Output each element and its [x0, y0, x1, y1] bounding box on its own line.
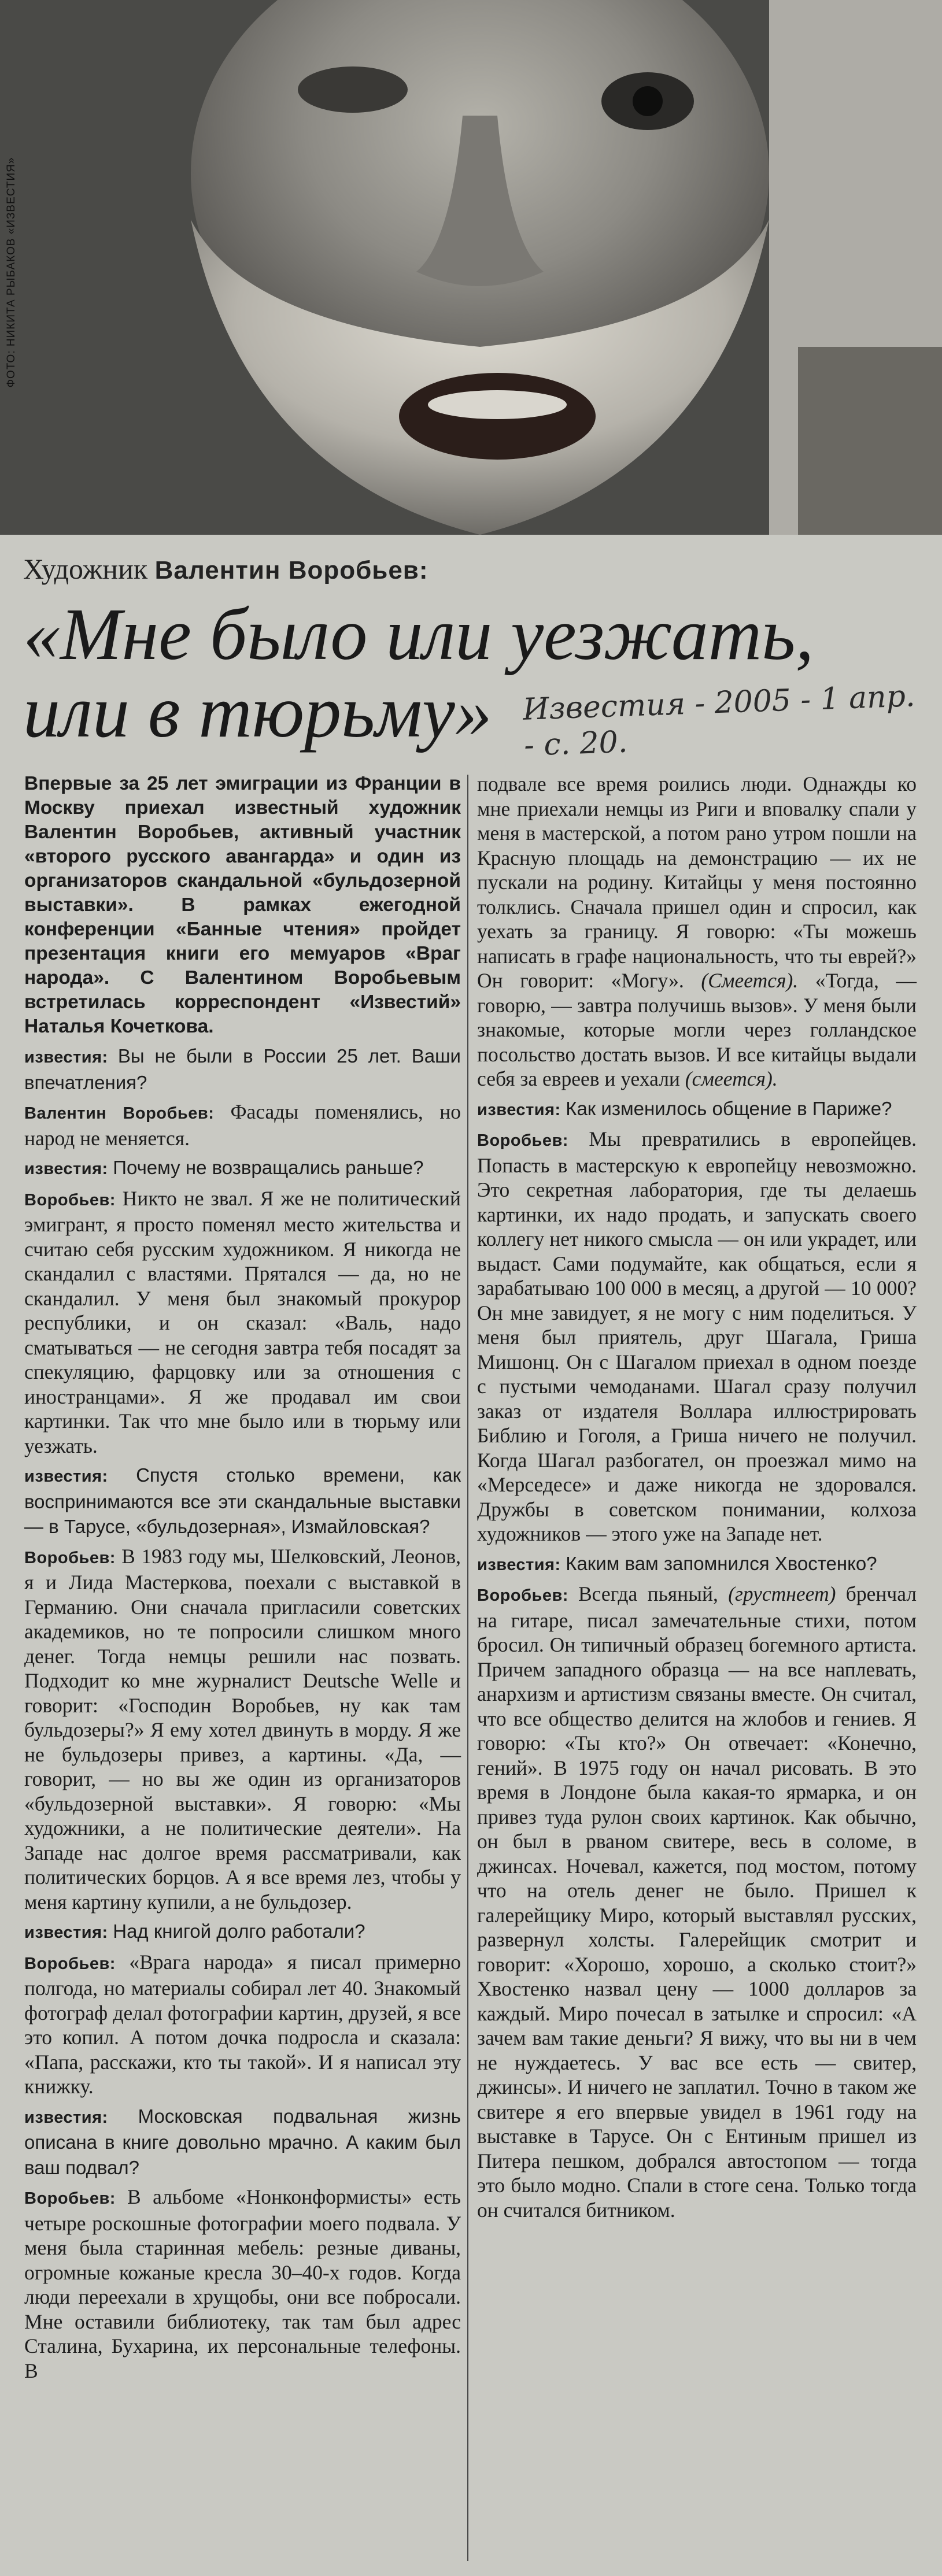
paragraph-text: подвале все время роились люди. Однажды ко мне приехали немцы из Риги и вповалку спали у меня в мастерской, а потом рано утром пошли на Красную площадь на демонстрацию — их не пускали на родину. Китайцы у меня постоянно толклись. Сначала пришел один и спросил, как уехать за границу. Я говорю: «Ты можешь написать в графе национальность, что ты еврей?» Он говорит: «Могу».: [477, 772, 917, 992]
speaker-label: Валентин Воробьев:: [24, 1104, 231, 1123]
interview-paragraph: [477, 1551, 917, 1578]
stage-direction: (Смеется).: [701, 969, 815, 992]
paragraph-text: Всегда пьяный,: [578, 1582, 729, 1605]
speaker-label: Воробьев:: [24, 1190, 123, 1209]
paragraph-text: Каким вам запомнился Хвостенко?: [566, 1552, 877, 1574]
speaker-label: известия:: [24, 1467, 136, 1486]
paragraph-text: Спустя столько времени, как воспринимаются все эти скандальные выставки — в Тарусе, «бульдозерная», Измайловская?: [24, 1464, 461, 1537]
kicker-prefix: Художник: [23, 553, 148, 585]
interview-paragraph: [24, 1186, 461, 1459]
speaker-label: известия:: [24, 1160, 113, 1178]
paragraph-text: В альбоме «Нонконформисты» есть четыре роскошные фотографии моего подвала. У меня была старинная мебель: резные диваны, огромные кожаные кресла 30–40-х годов. Когда люди переехали в хрущобы, они все побросали. Мне оставили библиотеку, так там был адрес Сталина, Бухарина, их персональные телефоны. В: [24, 2185, 461, 2382]
stage-direction: (грустнеет): [728, 1582, 846, 1605]
interview-paragraph: [477, 1096, 917, 1123]
paragraph-text: Мы превратились в европейцев. Попасть в мастерскую к европейцу невозможно. Это секретная лаборатория, где ты делаешь картинки, их надо продать, и запускать своего коллегу нет никого смысла — он или украдет, или выдаст. Сами подумайте, как общаться, если я зарабатываю 100 000 в месяц, а другой — 10 000? Он мне завидует, я не могу с ним поделиться. У меня был приятель, друг Шагала, Гриша Мишонц. Он с Шагалом приехал в одном поезде с пустыми чемоданами. Шагал сразу получил заказ от издателя Воллара иллюстрировать Библию и Гоголя, а Гриша ничего не получил. Когда Шагал разбогател, он проезжал мимо на «Мерседесе» и даже никогда не здоровался. Дружбы в советском понимании, колхоза художников — этого уже на Западе нет.: [477, 1127, 917, 1545]
paragraph-text: Московская подвальная жизнь описана в книге довольно мрачно. А каким был ваш подвал?: [24, 2105, 461, 2178]
interview-paragraph: [24, 1043, 461, 1095]
stage-direction: (смеется).: [685, 1067, 778, 1090]
interview-paragraph: [24, 1950, 461, 2099]
photo-credit: ФОТО: НИКИТА РЫБАКОВ «ИЗВЕСТИЯ»: [5, 157, 17, 388]
speaker-label: известия:: [24, 1048, 118, 1067]
paragraph-text: Над книгой долго работали?: [113, 1920, 365, 1942]
column-divider: [467, 775, 468, 2561]
interview-paragraph: [24, 1100, 461, 1150]
article-headline: «Мне было или уезжать, или в тюрьму»: [23, 593, 814, 753]
paragraph-text: «Врага народа» я писал примерно полгода, но материалы собирал лет 40. Знакомый фотограф делал фотографии картин, друзей, я все это копил. А потом дочка подросла и сказала: «Папа, расскажи, кто ты такой». И я написал эту книжку.: [24, 1950, 461, 2098]
article-kicker: [23, 552, 925, 586]
interview-paragraph: [24, 1155, 461, 1182]
kicker-name: Валентин Воробьев:: [154, 556, 428, 584]
speaker-label: известия:: [477, 1555, 566, 1574]
paragraph-text: Как изменилось общение в Париже?: [566, 1097, 892, 1119]
paragraph-text: Никто не звал. Я же не политический эмигрант, я просто поменял место жительства и считаю себя русским художником. Я никогда не скандалил с властями. Прятался — да, но не скандалил. У меня был знакомый прокурор республики, и он сказал: «Валь, надо сматываться — не сегодня завтра тебя посадят за спекуляцию, фарцовку или за отношения с иностранцами». Я же продавал им свои картинки. Так что мне было или в тюрьму или уезжать.: [24, 1186, 461, 1457]
paragraph-text: В 1983 году мы, Шелковский, Леонов, я и Лида Мастеркова, поехали с выставкой в Германию. Они сначала пригласили советских академиков, но те попросили слишком много денег. Тогда немцы решили нас позвать. Подходит ко мне журналист Deutsche Welle и говорит: «Господин Воробьев, ну как там бульдозеры?» Я ему хотел двинуть в морду. Я же не бульдозеры привез, а картины. «Да, — говорит, — но вы же один из организаторов «бульдозерной выставки». Я говорю: «Мы художники, а не политические деятели». На Западе нас долгое время рассматривали, как политических борцов. А я все время лез, чтобы у меня картину купили, а не бульдозер.: [24, 1544, 461, 1914]
interview-paragraph: [477, 1582, 917, 2222]
portrait-illustration: [0, 0, 942, 535]
speaker-label: известия:: [477, 1100, 566, 1119]
paragraph-text: «Тогда, — говорю, — завтра получишь вызов». У меня были знакомые, которые могли через голландское посольство достать вызов. И все китайцы выдали себя за евреев и уехали: [477, 969, 917, 1090]
speaker-label: Воробьев:: [477, 1586, 578, 1605]
speaker-label: Воробьев:: [24, 1548, 122, 1567]
handwritten-note: Известия - 2005 - 1 апр. - с. 20.: [522, 679, 916, 763]
interview-paragraph: [477, 772, 917, 1091]
interview-paragraph: [24, 1919, 461, 1945]
interview-paragraph: [24, 1544, 461, 1915]
interview-paragraph: [477, 1127, 917, 1546]
portrait-photo: [0, 0, 942, 535]
paragraph-text: бренчал на гитаре, писал замечательные стихи, потом бросил. Он типичный образец богемного артиста. Причем западного образца — на все наплевать, анархизм и артистизм связаны вместе. Он считал, что все общество делится на жлобов и гениев. Я говорю: «Ты кто?» Он отвечает: «Конечно, гений». В 1975 году он начал рисовать. В это время в Лондоне была какая-то ярмарка, и он привез туда рулон своих картинок. Как обычно, он был в рваном свитере, весь в соломе, в джинсах. Ночевал, кажется, под мостом, потому что на отель денег не было. Пришел к галерейщику Миро, который выставлял русских, развернул холсты. Галерейщик смотрит и говорит: «Хорошо, хорошо, а сколько стоит?» Хвостенко назвал цену — 1000 долларов за каждый. Миро почесал в затылке и спросил: «А зачем вам такие деньги? Я вижу, что вы ни в чем не нуждаетесь. У вас все есть — свитер, джинсы». И ничего не заплатил. Точно в таком же свитере я его впервые увидел в 1961 году на выставке в Тарусе. Он с Ентиным пришел из Питера пешком, добрался автостопом — тогда это было модно. Спали в стоге сена. Только тогда он считался битником.: [477, 1582, 917, 2222]
speaker-label: Воробьев:: [477, 1131, 589, 1150]
speaker-label: известия:: [24, 1923, 113, 1942]
paragraph-text: Вы не были в России 25 лет. Ваши впечатления?: [24, 1045, 461, 1093]
speaker-label: Воробьев:: [24, 2189, 128, 2208]
interview-paragraph: [24, 2185, 461, 2383]
paragraph-text: Фасады поменялись, но народ не меняется.: [24, 1100, 461, 1150]
right-column: [477, 772, 917, 2227]
paragraph-text: Почему не возвращались раньше?: [113, 1157, 424, 1178]
interview-paragraph: [24, 1463, 461, 1539]
left-column: [24, 772, 461, 2388]
speaker-label: Воробьев:: [24, 1954, 130, 1973]
lead-paragraph: Впервые за 25 лет эмиграции из Франции в Москву приехал известный художник Валентин Воробьев, активный участник «второго русского авангарда» и один из организаторов скандальной «бульдозерной выставки». В рамках ежегодной конференции «Банные чтения» пройдет презентация книги его мемуаров «Враг народа». С Валентином Воробьевым встретилась корреспондент «Известий» Наталья Кочеткова.: [24, 773, 461, 1037]
interview-paragraph: [24, 2104, 461, 2181]
speaker-label: известия:: [24, 2108, 138, 2127]
